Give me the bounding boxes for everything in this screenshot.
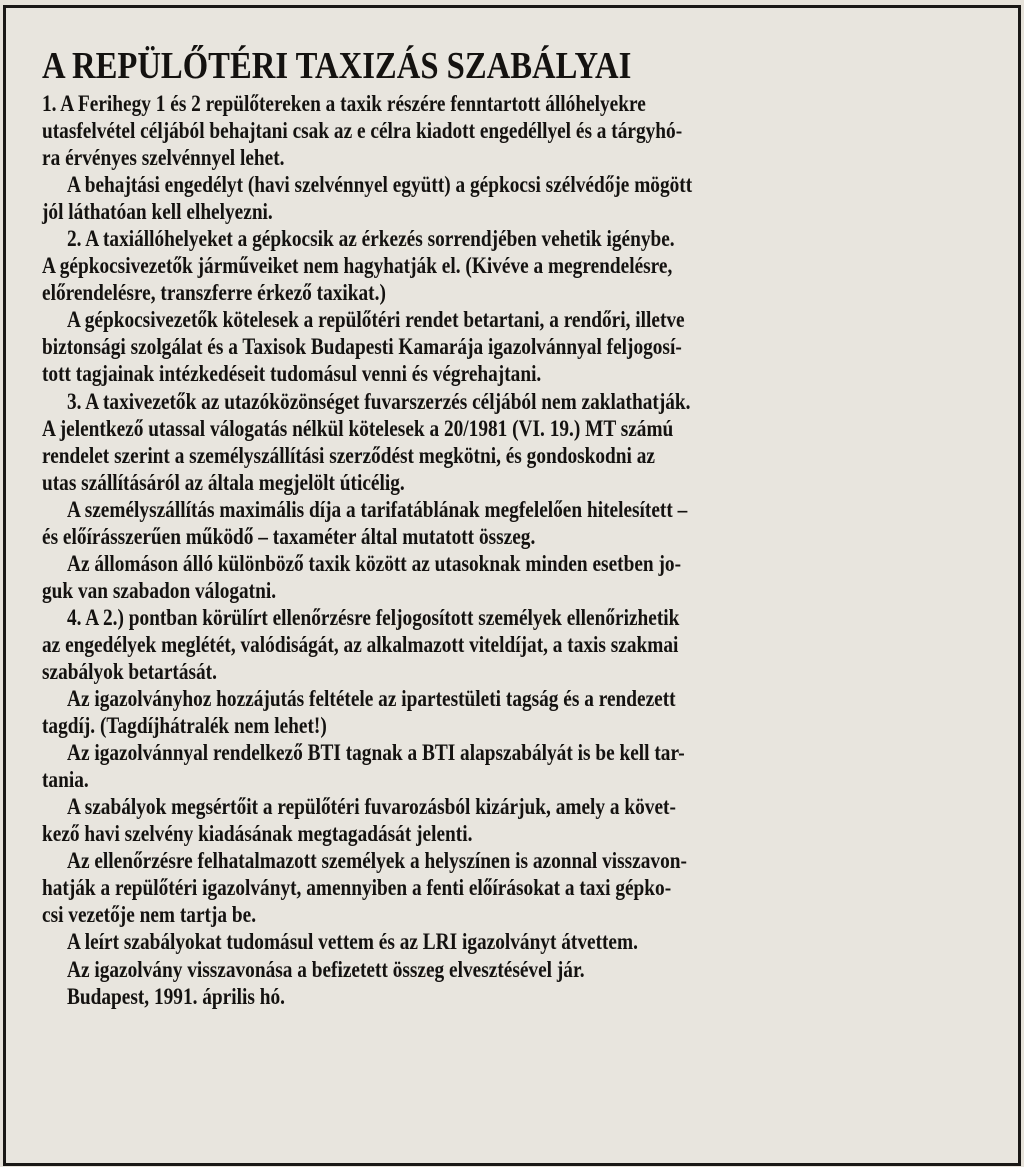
text-line — [42, 306, 982, 333]
text-line-content: Az igazolvánnyal rendelkező BTI tagnak a BTI alapszabályát is be kell tar- — [67, 740, 685, 766]
text-line — [42, 360, 982, 387]
text-line-content: A személyszállítás maximális díja a tarifatáblának megfelelően hitelesített – — [67, 496, 688, 522]
text-line-content: biztonsági szolgálat és a Taxisok Budapesti Kamarája igazolvánnyal feljogosí- — [42, 334, 682, 360]
text-line — [42, 956, 982, 983]
text-line-content: csi vezetője nem tartja be. — [42, 902, 257, 928]
text-line-content: Budapest, 1991. április hó. — [67, 983, 285, 1009]
text-line — [42, 279, 982, 306]
text-line — [42, 766, 982, 793]
text-line-content: 2. A taxiállóhelyeket a gépkocsik az érkezés sorrendjében vehetik igénybe. — [67, 226, 675, 252]
text-line — [42, 658, 982, 685]
text-line-content: előrendelésre, transzferre érkező taxikat.) — [42, 280, 386, 306]
text-line-content: 4. A 2.) pontban körülírt ellenőrzésre feljogosított személyek ellenőrizhetik — [67, 604, 680, 630]
text-line — [42, 793, 982, 820]
text-line-content: jól láthatóan kell elhelyezni. — [42, 199, 273, 225]
text-line-content: A leírt szabályokat tudomásul vettem és az LRI igazolványt átvettem. — [67, 929, 638, 955]
text-line-content: Az igazolvány visszavonása a befizetett összeg elvesztésével jár. — [67, 956, 585, 982]
text-line-content: A szabályok megsértőit a repülőtéri fuvarozásból kizárjuk, amely a követ- — [67, 794, 676, 820]
text-line-content: hatják a repülőtéri igazolványt, amennyiben a fenti előírásokat a taxi gépko- — [42, 875, 672, 901]
text-line-content: tania. — [42, 767, 89, 793]
text-line-content: az engedélyek meglétét, valódiságát, az alkalmazott viteldíjat, a taxis szakmai — [42, 631, 679, 657]
document-title: A REPÜLŐTÉRI TAXIZÁS SZABÁLYAI — [42, 45, 632, 87]
text-line — [42, 252, 982, 279]
text-line — [42, 90, 982, 117]
text-line — [42, 901, 982, 928]
text-line — [42, 928, 982, 955]
text-line — [42, 198, 982, 225]
text-line-content: A jelentkező utassal válogatás nélkül kötelesek a 20/1981 (VI. 19.) MT számú — [42, 415, 674, 441]
text-line-content: A behajtási engedélyt (havi szelvénnyel együtt) a gépkocsi szélvédője mögött — [67, 172, 693, 198]
text-line-content: kező havi szelvény kiadásának megtagadását jelenti. — [42, 821, 473, 847]
text-line — [42, 685, 982, 712]
text-line — [42, 712, 982, 739]
text-line — [42, 983, 982, 1010]
text-line-content: Az igazolványhoz hozzájutás feltétele az ipartestületi tagság és a rendezett — [67, 686, 676, 712]
text-line — [42, 874, 982, 901]
text-line — [42, 631, 982, 658]
text-line — [42, 469, 982, 496]
text-line — [42, 523, 982, 550]
text-line — [42, 415, 982, 442]
text-line — [42, 577, 982, 604]
text-line-content: és előírásszerűen működő – taxaméter által mutatott összeg. — [42, 523, 536, 549]
text-line — [42, 388, 982, 415]
text-line — [42, 144, 982, 171]
text-line-content: szabályok betartását. — [42, 658, 217, 684]
text-line-content: Az ellenőrzésre felhatalmazott személyek a helyszínen is azonnal visszavon- — [67, 848, 687, 874]
text-line-content: utas szállításáról az általa megjelölt úticélig. — [42, 469, 405, 495]
text-line — [42, 739, 982, 766]
text-line — [42, 117, 982, 144]
text-line — [42, 550, 982, 577]
text-line — [42, 820, 982, 847]
document-body — [42, 90, 982, 1010]
text-line-content: rendelet szerint a személyszállítási szerződést megkötni, és gondoskodni az — [42, 442, 655, 468]
text-line — [42, 225, 982, 252]
text-line-content: guk van szabadon válogatni. — [42, 577, 277, 603]
text-line — [42, 847, 982, 874]
text-line-content: 3. A taxivezetők az utazóközönséget fuvarszerzés céljából nem zaklathatják. — [67, 388, 691, 414]
text-line — [42, 496, 982, 523]
text-line-content: 1. A Ferihegy 1 és 2 repülőtereken a taxik részére fenntartott állóhelyekre — [42, 91, 646, 116]
text-line — [42, 171, 982, 198]
text-line-content: ra érvényes szelvénnyel lehet. — [42, 145, 285, 171]
text-line-content: utasfelvétel céljából behajtani csak az e célra kiadott engedéllyel és a tárgyhó- — [42, 118, 683, 144]
text-line — [42, 333, 982, 360]
text-line-content: tott tagjainak intézkedéseit tudomásul venni és végrehajtani. — [42, 361, 542, 387]
text-line — [42, 604, 982, 631]
text-line — [42, 442, 982, 469]
text-line-content: Az állomáson álló különböző taxik között az utasoknak minden esetben jo- — [67, 550, 682, 576]
text-line-content: tagdíj. (Tagdíjhátralék nem lehet!) — [42, 713, 327, 739]
text-line-content: A gépkocsivezetők kötelesek a repülőtéri rendet betartani, a rendőri, illetve — [67, 307, 685, 333]
text-line-content: A gépkocsivezetők járműveiket nem hagyhatják el. (Kivéve a megrendelésre, — [42, 253, 673, 279]
